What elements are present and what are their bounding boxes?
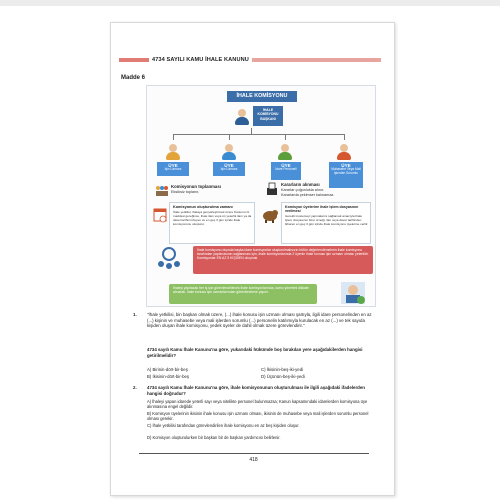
avatar-body bbox=[278, 152, 292, 160]
files-box bbox=[281, 202, 371, 244]
avatar-body bbox=[235, 117, 249, 125]
q1-option-c-text: İkisinin-beş-iki-yedi bbox=[266, 367, 304, 372]
question-1-stem: "İhale yetkilisi, bin başkan olmak üzere, (...) ihale konusu işin uzmanı olması şartıyla, ilgili idare personelinden en az (...) kişinin ve muhasebe veya mali işlerden sorumlu (...) personelin katılımıyla kurulacak en az (...) ve tek sayıda kişiden oluşan ihale komisyonu, yedek üyeler de dahil olmak üzere görevlendirir." bbox=[147, 312, 372, 329]
meeting-title: Komisyonun toplanması bbox=[171, 184, 221, 189]
member-avatar-3 bbox=[275, 141, 295, 161]
q2-option-d-text: Komisyon oluşturulurken bir başkan bir de başkan yardımcısı belirlenir. bbox=[152, 435, 281, 440]
article-label: Madde 6 bbox=[121, 75, 146, 81]
member-role-text-2: İşin Uzmanı bbox=[220, 167, 238, 171]
files-title: Komisyon üyelerine ihale işlem dosyasının verilmesi bbox=[285, 205, 359, 214]
q1-option-d[interactable] bbox=[261, 374, 305, 379]
member-uye-1: ÜYE bbox=[168, 163, 178, 168]
calendar-icon bbox=[153, 206, 167, 224]
q1-option-b[interactable] bbox=[147, 374, 189, 379]
ballot-box-icon bbox=[265, 182, 279, 196]
q2-option-b-text: Komisyon üyelerinin ikisinin ihale konusu işin uzmanı olması, ikisinin de muhasebe veya mali işlerden sorumlu personel olması gerekir. bbox=[147, 411, 369, 422]
avatar-head bbox=[340, 144, 348, 152]
q1-option-c[interactable] bbox=[261, 367, 303, 372]
member-role-2 bbox=[213, 162, 245, 176]
q2-option-b[interactable] bbox=[147, 411, 379, 421]
top-strip bbox=[0, 0, 500, 6]
green-note: İhaleyi yapılacak her iş için görevlendirilecek ihale komisyonlarında, kamu yönetimi dikkate alınarak, ihale konusu işin uzmanlarından görevlendirme yapılır. bbox=[169, 284, 317, 304]
q2-option-c[interactable] bbox=[147, 423, 379, 428]
member-role-text-4: Muhasebe Veya Mali İşlerden Sorumlu bbox=[331, 167, 361, 175]
member-uye-3: ÜYE bbox=[281, 163, 291, 168]
formation-box bbox=[169, 202, 255, 244]
page-number: 418 bbox=[249, 457, 258, 463]
infographic-box bbox=[146, 85, 376, 307]
member-role-4 bbox=[329, 162, 363, 188]
header-line bbox=[252, 58, 381, 62]
member-role-text-1: İşin Uzmanı bbox=[164, 167, 182, 171]
chapter-title: 4734 SAYILI KAMU İHALE KANUNU bbox=[152, 57, 249, 63]
avatar-body bbox=[166, 152, 180, 160]
meeting-text: Eksiksiz toplanır, bbox=[171, 190, 200, 194]
q2-option-a-letter: A) bbox=[147, 399, 152, 404]
president-label-line3: BAŞKANI bbox=[260, 116, 276, 121]
member-uye-4: ÜYE bbox=[341, 163, 351, 168]
q1-option-b-text: İkisinin-dört-bir-beş bbox=[152, 374, 190, 379]
red-note: İhale komisyonu dışında başka idare komisyonlar oluşturulmaksızın bütün değerlendirmelerin ihale komisyonu tarafından yapılmasının sağlanması için, ihale komisyonlarında 2 üyenin ihale konusu işin uzmanı olması yeterlidir. Komisyonlar EN AZ 5 KİŞİDEN oluşmalı. bbox=[193, 246, 373, 274]
president-label bbox=[253, 106, 283, 126]
connector-horizontal bbox=[173, 134, 345, 135]
member-role-3 bbox=[271, 162, 301, 180]
q2-option-d[interactable] bbox=[147, 435, 379, 440]
q1-option-a-text: Birinin-dört-bir-beş bbox=[152, 367, 188, 372]
header-accent bbox=[119, 58, 149, 62]
q1-option-b-letter: B) bbox=[147, 374, 152, 379]
member-role-text-3: İdare Personeli bbox=[275, 167, 297, 171]
question-1-number: 1. bbox=[133, 312, 137, 317]
avatar-head bbox=[281, 144, 289, 152]
question-1-prompt: 4734 sayılı Kamu İhale Kanunu'na göre, yukarıdaki hükümde boş bırakılan yere aşağıdakilerden hangisi getirilmelidir? bbox=[147, 347, 363, 358]
people-search-icon bbox=[155, 246, 183, 272]
q2-option-d-letter: D) bbox=[147, 435, 152, 440]
question-2-prompt: 4734 sayılı Kamu İhale Kanunu'na göre, ihale komisyonunun oluşturulması ile ilgili aşağıdaki ifadelerden hangisi doğrudur? bbox=[147, 385, 365, 396]
avatar-head bbox=[238, 109, 246, 117]
book-page bbox=[110, 22, 395, 496]
decisions-line-2: Kararlarda çekimser kalınamaz. bbox=[281, 193, 335, 197]
member-avatar-4 bbox=[334, 141, 354, 161]
member-avatar-1 bbox=[163, 141, 183, 161]
president-label-line2: KOMİSYONU bbox=[257, 112, 279, 117]
member-role-1 bbox=[157, 162, 189, 176]
president-label-line1: İHALE bbox=[262, 108, 274, 112]
avatar-head bbox=[169, 144, 177, 152]
q2-option-c-letter: C) bbox=[147, 423, 152, 428]
question-2-number: 2. bbox=[133, 385, 137, 390]
q1-option-d-text: Üçünün-beş-iki-yedi bbox=[266, 374, 305, 379]
files-text: Gerekli incelemeyi yapmalarını sağlamak amacıyla ihale işlem dosyasının birer örneği, ilan veya davet tarihinden itibaren en geç 3 gün içinde ihale komisyonu üyelerine verilir. bbox=[285, 214, 369, 226]
q1-option-a-letter: A) bbox=[147, 367, 152, 372]
connector-drop-3 bbox=[285, 134, 286, 140]
connector-drop-4 bbox=[344, 134, 345, 140]
avatar-body bbox=[337, 152, 351, 160]
president-avatar bbox=[232, 106, 252, 126]
approval-icon bbox=[339, 280, 367, 306]
q1-option-c-letter: C) bbox=[261, 367, 266, 372]
q2-option-c-text: İhale yetkilisi tarafından görevlendirilen ihale komisyonu en az beş kişiden oluşur. bbox=[152, 423, 300, 428]
avatar-body bbox=[222, 152, 236, 160]
q2-option-b-letter: B) bbox=[147, 411, 152, 416]
formation-text: İhale yetkilisi, ihalaya gerçekleştirmek üzere Kanunun 6. maddesi gereğince, ihale ilanı veya ön yeterlik ilanı ya da davet tarihini izleyen ve en geç 3 gün içinde ihale komisyonunu oluşturur. bbox=[173, 210, 252, 226]
member-uye-2: ÜYE bbox=[224, 163, 234, 168]
cow-icon bbox=[261, 206, 279, 224]
connector-drop-2 bbox=[229, 134, 230, 140]
q1-option-a[interactable] bbox=[147, 367, 188, 372]
decisions-line-1: Kararlar çoğunlukla alınır. bbox=[281, 188, 325, 192]
q2-option-a-text: İhaleyi yapan idarede yeterli sayı veya nitelikte personel bulunmazsa; Kanun kapsamındaki idarelerden komisyona üye alınmasına engel değildir. bbox=[147, 399, 368, 410]
chapter-header bbox=[119, 55, 381, 65]
footer-divider bbox=[139, 453, 369, 454]
decisions-title: Kararların alınması bbox=[281, 182, 320, 187]
member-avatar-2 bbox=[219, 141, 239, 161]
formation-title: Komisyonun oluşturulma zamanı bbox=[173, 205, 233, 209]
infographic-title: İHALE KOMİSYONU bbox=[227, 91, 297, 102]
meeting-icon bbox=[155, 184, 169, 196]
q1-option-d-letter: D) bbox=[261, 374, 266, 379]
connector-drop-1 bbox=[173, 134, 174, 140]
avatar-head bbox=[225, 144, 233, 152]
q2-option-a[interactable] bbox=[147, 399, 379, 409]
